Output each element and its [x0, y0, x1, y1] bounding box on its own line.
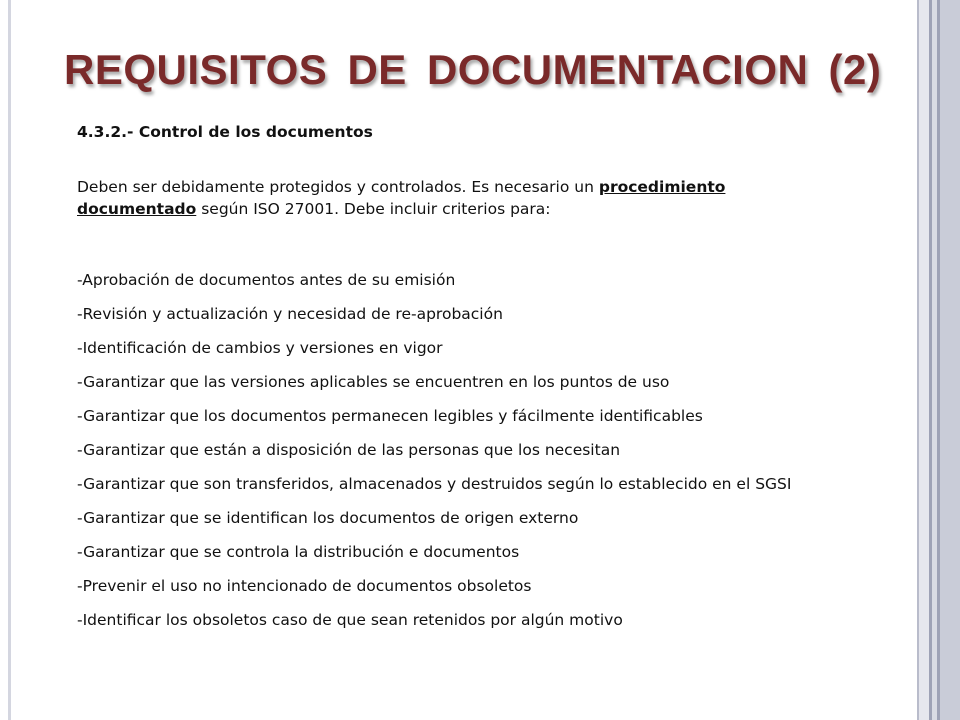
list-item: -Revisión y actualización y necesidad de re-aprobación	[77, 305, 503, 323]
list-item: -Garantizar que las versiones aplicables se encuentren en los puntos de uso	[77, 373, 670, 391]
emphasized-term: procedimiento	[598, 178, 726, 196]
list-item: -Garantizar que los documentos permanecen legibles y fácilmente identificables	[77, 407, 703, 425]
slide-right-decoration	[914, 0, 960, 720]
list-item: -Garantizar que se controla la distribución e documentos	[77, 543, 520, 561]
intro-text: Deben ser debidamente protegidos y controlados. Es necesario un	[77, 178, 599, 196]
document-excerpt	[77, 122, 897, 637]
intro-line-1	[77, 176, 897, 198]
intro-paragraph	[77, 176, 897, 220]
list-item: -Aprobación de documentos antes de su emisión	[77, 271, 456, 289]
list-item: -Garantizar que son transferidos, almacenados y destruidos según lo establecido en el SGSI	[77, 475, 792, 493]
intro-line-2	[77, 198, 897, 220]
list-item: -Identificación de cambios y versiones en vigor	[77, 339, 443, 357]
list-item: -Identificar los obsoletos caso de que sean retenidos por algún motivo	[77, 611, 623, 629]
intro-text: según ISO 27001. Debe incluir criterios para:	[196, 200, 551, 218]
slide-left-border	[8, 0, 11, 720]
decor-bar	[919, 0, 929, 720]
decor-bar	[940, 0, 960, 720]
list-item: -Prevenir el uso no intencionado de documentos obsoletos	[77, 577, 532, 595]
list-item: -Garantizar que se identifican los documentos de origen externo	[77, 509, 579, 527]
list-item: -Garantizar que están a disposición de las personas que los necesitan	[77, 441, 621, 459]
slide-title: REQUISITOS DE DOCUMENTACION (2)	[64, 46, 882, 93]
section-heading: 4.3.2.- Control de los documentos	[77, 123, 373, 141]
emphasized-term: documentado	[77, 200, 197, 218]
criteria-list	[77, 263, 897, 637]
